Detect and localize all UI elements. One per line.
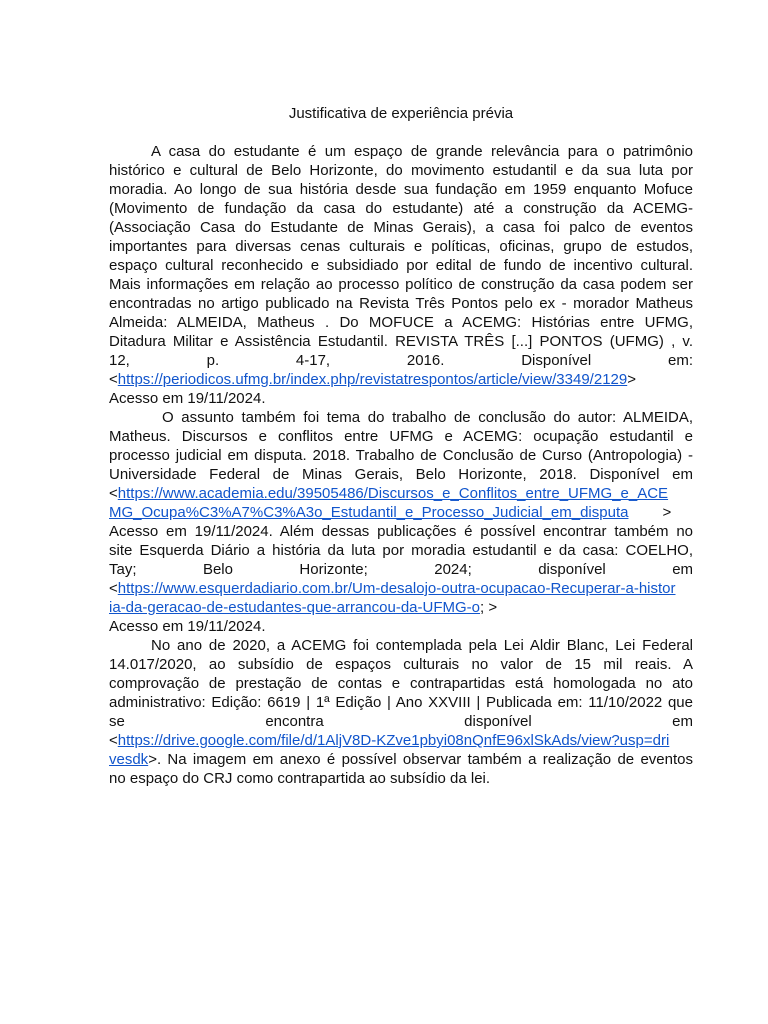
link-line xyxy=(109,579,693,598)
angle-bracket-close: > xyxy=(627,371,636,388)
text-line: Acesso em 19/11/2024. Além dessas publicações é possível encontrar também no xyxy=(109,523,693,540)
text-word: p. xyxy=(206,352,220,369)
text-line: 14.017/2020, ao subsídio de espaços culturais no valor de 15 mil reais. A xyxy=(109,656,693,673)
angle-bracket-open: < xyxy=(109,732,118,749)
text-line: A casa do estudante é um espaço de grande relevância para o patrimônio xyxy=(151,143,693,160)
text-line: No ano de 2020, a ACEMG foi contemplada pela Lei Aldir Blanc, Lei Federal xyxy=(151,637,693,654)
text-line: (Associação Casa do Estudante de Minas Gerais), a casa foi palco de eventos xyxy=(109,219,693,236)
text-line: encontradas no artigo publicado na Revista Três Pontos pelo ex - morador Matheus xyxy=(109,295,693,312)
text-word: se xyxy=(109,713,125,730)
text-word: Belo xyxy=(202,561,233,578)
text-line: processo judicial em disputa. 2018. Trabalho de Conclusão de Curso (Antropologia) - xyxy=(109,447,693,464)
text-line xyxy=(109,560,693,579)
text-line: Universidade Federal de Minas Gerais, Belo Horizonte, 2018. Disponível em xyxy=(109,466,693,483)
text-word: disponível xyxy=(538,561,606,578)
link-line xyxy=(109,750,693,769)
google-drive-link-part2[interactable]: vesdk xyxy=(109,751,149,768)
link-line xyxy=(109,731,693,750)
text-line: no espaço do CRJ como contrapartida ao subsídio da lei. xyxy=(109,770,491,787)
text-line xyxy=(109,712,693,731)
academia-link-part2[interactable]: MG_Ocupa%C3%A7%C3%A3o_Estudantil_e_Processo_Judicial_em_disputa xyxy=(109,504,629,521)
text-line xyxy=(109,351,693,370)
document-title: Justificativa de experiência prévia xyxy=(288,105,514,122)
link-tail: ; > xyxy=(480,599,498,616)
text-line: Almeida: ALMEIDA, Matheus . Do MOFUCE a ACEMG: Histórias entre UFMG, xyxy=(109,314,693,331)
text-word: 2016. xyxy=(406,352,445,369)
link-line xyxy=(109,503,693,522)
text-line: Matheus. Discursos e conflitos entre UFMG e ACEMG: ocupação estudantil e xyxy=(109,428,693,445)
esquerda-diario-link-part1[interactable]: https://www.esquerdadiario.com.br/Um-desalojo-outra-ocupacao-Recuperar-a-histor xyxy=(117,580,676,597)
text-line: espaço cultural reconhecido e subsidiado por edital de fundo de incentivo cultural. xyxy=(109,257,693,274)
google-drive-link-part1[interactable]: https://drive.google.com/file/d/1AljV8D-KZve1pbyi08nQnfE96xlSkAds/view?usp=dri xyxy=(117,732,670,749)
text-line: Mais informações em relação ao processo político de construção da casa podem ser xyxy=(109,276,693,293)
text-word: em xyxy=(672,561,693,578)
text-line: (Movimento de fundação da casa do estudante) até a construção da ACEMG- xyxy=(109,200,693,217)
text-word: Horizonte; xyxy=(299,561,368,578)
academia-link-part1[interactable]: https://www.academia.edu/39505486/Discursos_e_Conflitos_entre_UFMG_e_ACE xyxy=(117,485,669,502)
text-word: 12, xyxy=(109,352,130,369)
text-word: Tay; xyxy=(109,561,137,578)
link-line xyxy=(109,370,693,389)
text-line: moradia. Ao longo de sua história desde sua fundação em 1959 enquanto Mofuce xyxy=(109,181,693,198)
text-line: site Esquerda Diário a história da luta por moradia estudantil e da casa: COELHO, xyxy=(109,542,693,559)
text-line: histórico e cultural de Belo Horizonte, do movimento estudantil e da sua luta por xyxy=(109,162,693,179)
text-word: disponível xyxy=(464,713,532,730)
angle-bracket-open: < xyxy=(109,485,118,502)
text-line: O assunto também foi tema do trabalho de conclusão do autor: ALMEIDA, xyxy=(162,409,693,426)
text-line-tail: >. Na imagem em anexo é possível observar também a realização de eventos xyxy=(148,751,693,768)
text-line: importantes para diversas cenas culturais e políticas, oficinas, grupo de estudos, xyxy=(109,238,693,255)
revista-tres-pontos-link[interactable]: https://periodicos.ufmg.br/index.php/revistatrespontos/article/view/3349/2129 xyxy=(117,371,628,388)
text-line: comprovação de prestação de contas e contrapartidas está homologada no ato xyxy=(109,675,693,692)
text-word: 4-17, xyxy=(295,352,331,369)
link-line xyxy=(109,484,693,503)
angle-bracket-open: < xyxy=(109,580,118,597)
angle-bracket-open: < xyxy=(109,371,118,388)
text-word: 2024; xyxy=(434,561,472,578)
document-body xyxy=(109,142,693,788)
text-word: encontra xyxy=(265,713,324,730)
text-word: em xyxy=(672,713,693,730)
angle-bracket-close: > xyxy=(662,504,672,521)
esquerda-diario-link-part2[interactable]: ia-da-geracao-de-estudantes-que-arrancou-da-UFMG-o xyxy=(109,599,481,616)
link-line xyxy=(109,598,693,617)
access-date: Acesso em 19/11/2024. xyxy=(109,390,266,407)
access-date: Acesso em 19/11/2024. xyxy=(109,618,266,635)
text-word: em: xyxy=(668,352,693,369)
text-line: Ditadura Militar e Assistência Estudantil. REVISTA TRÊS [...] PONTOS (UFMG) , v. xyxy=(109,333,693,350)
text-line: administrativo: Edição: 6619 | 1ª Edição | Ano XXVIII | Publicada em: 11/10/2022 que xyxy=(109,694,693,711)
text-word: Disponível xyxy=(521,352,592,369)
